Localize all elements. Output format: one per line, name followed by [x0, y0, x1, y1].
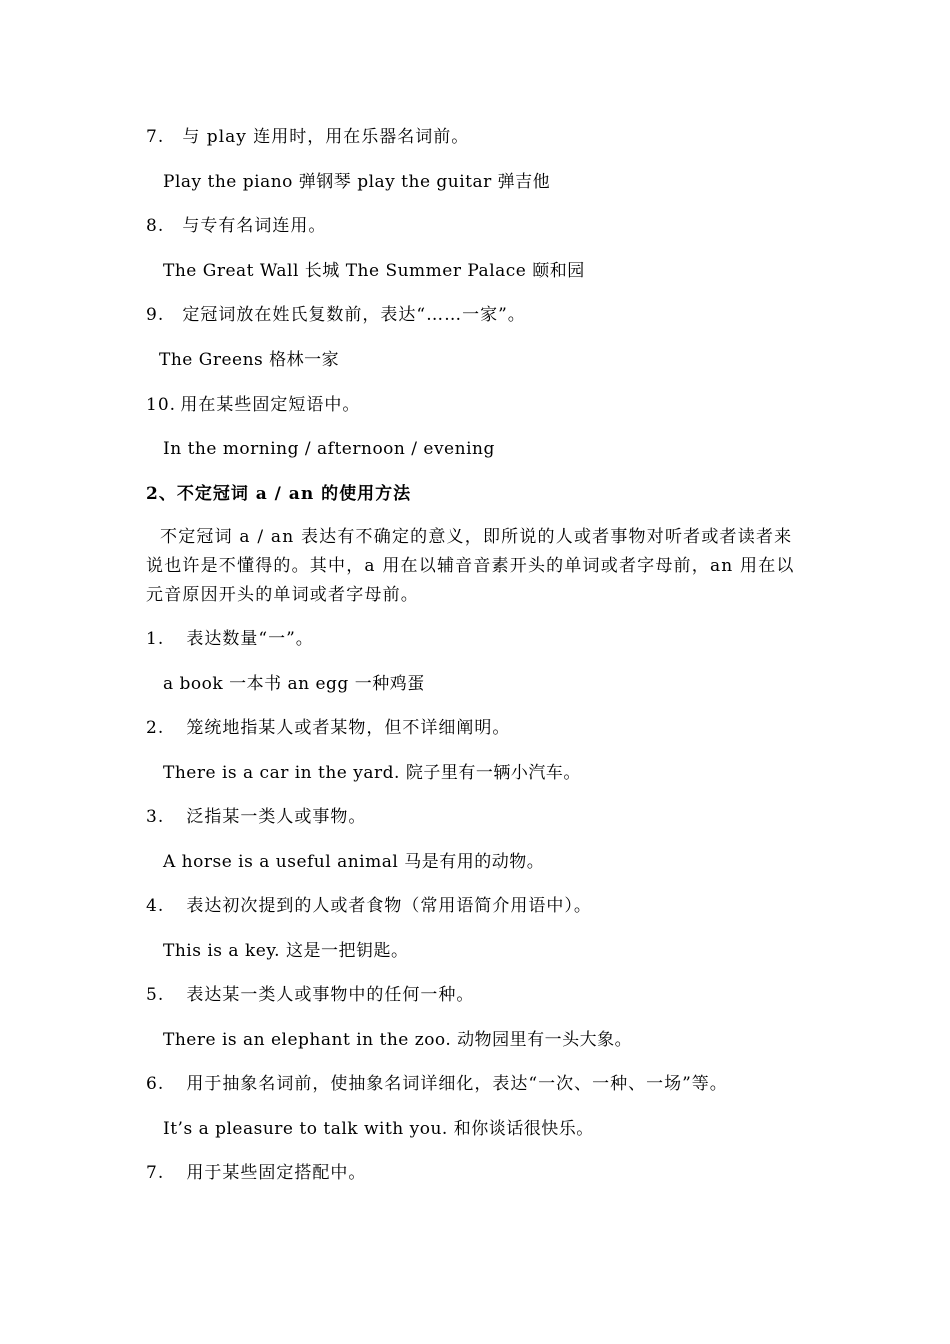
- item-number: 8.: [146, 216, 165, 236]
- item-text: 与 play 连用时，用在乐器名词前。: [182, 127, 470, 147]
- list-item: [146, 983, 474, 1007]
- list-item: [146, 214, 326, 238]
- item-text: 笼统地指某人或者某物，但不详细阐明。: [186, 718, 511, 738]
- list-item: [146, 125, 469, 149]
- item-number: 3.: [146, 807, 165, 827]
- list-item: [146, 303, 526, 327]
- item-number: 6.: [146, 1074, 165, 1094]
- list-item: [146, 393, 360, 417]
- item-text: 定冠词放在姓氏复数前，表达“……一家”。: [182, 305, 526, 325]
- example-line: It’s a pleasure to talk with you. 和你谈话很快乐。: [163, 1119, 594, 1139]
- item-text: 与专有名词连用。: [182, 216, 327, 236]
- item-number: 2.: [146, 718, 165, 738]
- item-text: 泛指某一类人或事物。: [186, 807, 367, 827]
- item-number: 7.: [146, 127, 165, 147]
- list-item: [146, 1161, 366, 1185]
- example-line: In the morning / afternoon / evening: [163, 439, 495, 459]
- example-line: The Greens 格林一家: [159, 350, 340, 370]
- item-text: 用在某些固定短语中。: [180, 395, 361, 415]
- item-number: 10.: [146, 395, 177, 415]
- item-number: 5.: [146, 985, 165, 1005]
- item-number: 9.: [146, 305, 165, 325]
- example-line: There is an elephant in the zoo. 动物园里有一头大象。: [163, 1030, 633, 1050]
- section-heading: 2、不定冠词 a / an 的使用方法: [146, 484, 412, 504]
- item-text: 用于抽象名词前，使抽象名词详细化，表达“一次、一种、一场”等。: [186, 1074, 728, 1094]
- example-line: A horse is a useful animal 马是有用的动物。: [163, 852, 545, 872]
- item-text: 用于某些固定搭配中。: [186, 1163, 367, 1183]
- example-line: This is a key. 这是一把钥匙。: [163, 941, 409, 961]
- list-item: [146, 805, 366, 829]
- item-number: 7.: [146, 1163, 165, 1183]
- item-number: 4.: [146, 896, 165, 916]
- item-text: 表达初次提到的人或者食物（常用语简介用语中）。: [186, 896, 592, 916]
- item-text: 表达数量“一”。: [186, 629, 314, 649]
- example-line: There is a car in the yard. 院子里有一辆小汽车。: [163, 763, 581, 783]
- item-number: 1.: [146, 629, 165, 649]
- example-line: The Great Wall 长城 The Summer Palace 颐和园: [163, 261, 585, 281]
- intro-paragraph: 不定冠词 a / an 表达有不确定的意义，即所说的人或者事物对听者或者读者来说也许是不懂得的。其中，a 用在以辅音音素开头的单词或者字母前，an 用在以元音原因开头的单词或者字母前。: [146, 527, 795, 605]
- list-item: [146, 716, 510, 740]
- item-text: 表达某一类人或事物中的任何一种。: [186, 985, 475, 1005]
- list-item: [146, 1072, 728, 1096]
- example-line: a book 一本书 an egg 一种鸡蛋: [163, 674, 425, 694]
- list-item: [146, 627, 314, 651]
- example-line: Play the piano 弹钢琴 play the guitar 弹吉他: [163, 172, 551, 192]
- list-item: [146, 894, 592, 918]
